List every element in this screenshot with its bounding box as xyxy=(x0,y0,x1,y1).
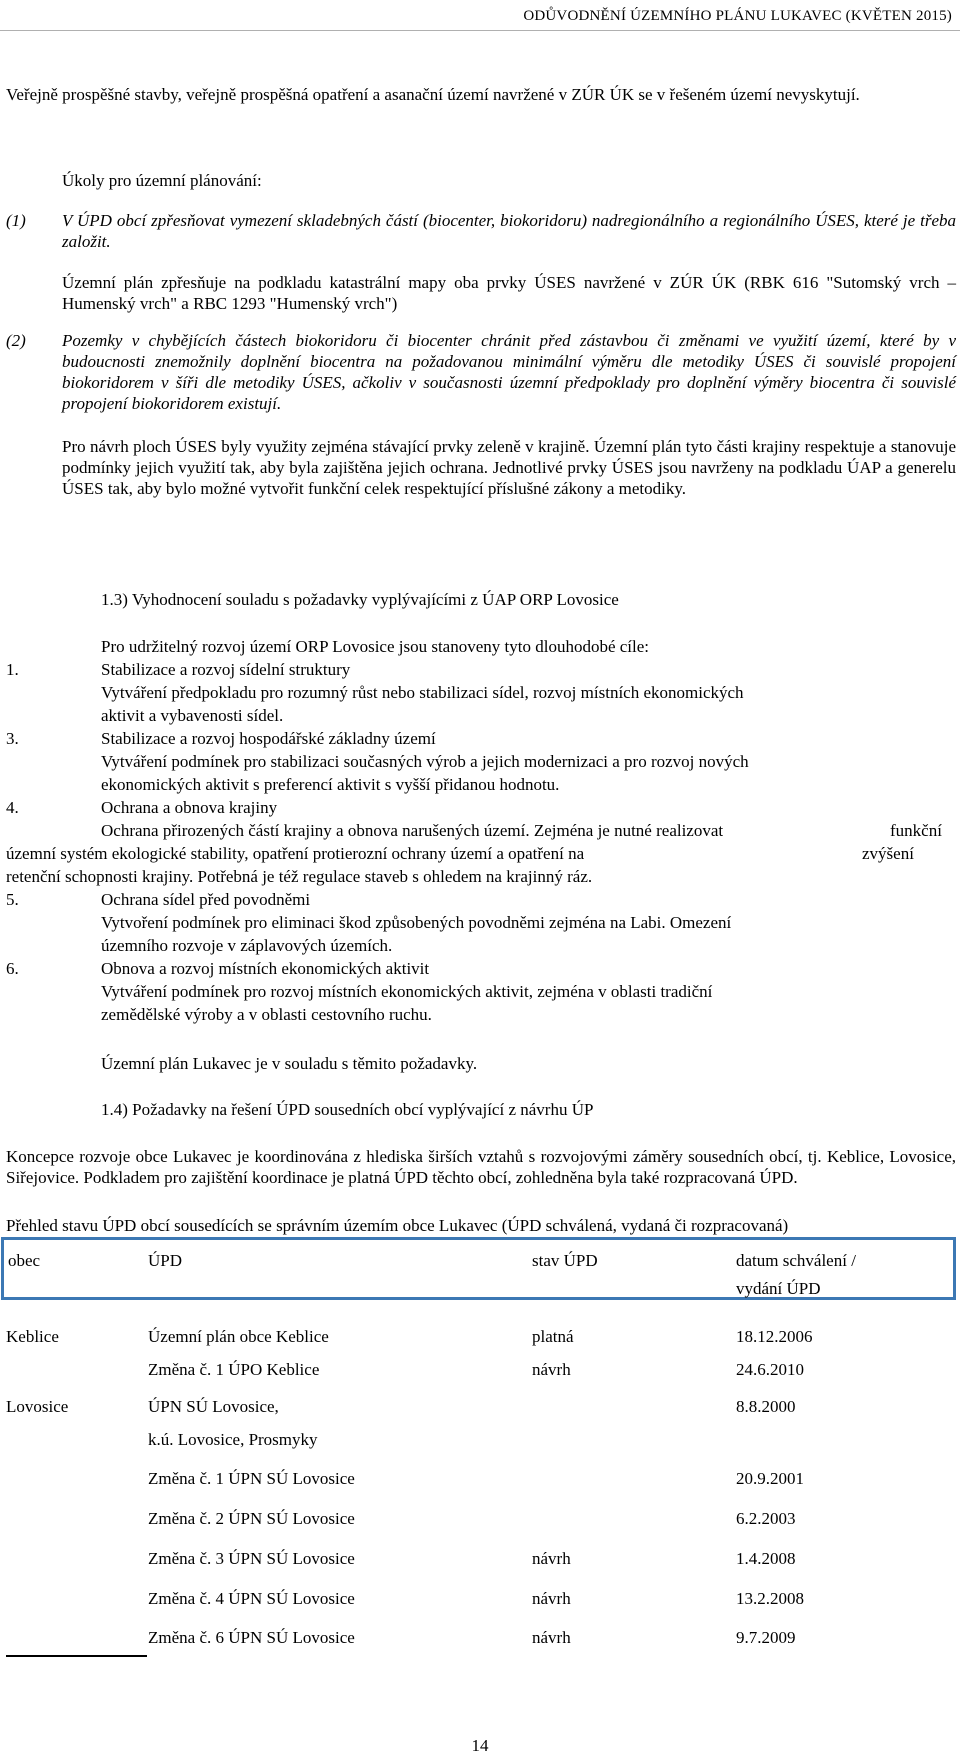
section-1-3-title: 1.3) Vyhodnocení souladu s požadavky vyplývajícími z ÚAP ORP Lovosice xyxy=(101,590,619,609)
goal-number: 6. xyxy=(6,959,19,978)
table-header-datum: datum schválení / xyxy=(736,1251,856,1270)
header-rule xyxy=(0,30,960,31)
table-cell-upd: Změna č. 3 ÚPN SÚ Lovosice xyxy=(148,1549,355,1568)
table-cell-obec: Keblice xyxy=(6,1327,59,1346)
task-1-number: (1) xyxy=(6,211,26,230)
table-cell-datum: 13.2.2008 xyxy=(736,1589,804,1608)
table-cell-upd-line2: k.ú. Lovosice, Prosmyky xyxy=(148,1430,318,1449)
table-cell-stav: návrh xyxy=(532,1589,571,1608)
table-cell-stav: návrh xyxy=(532,1360,571,1379)
table-header-datum-line2: vydání ÚPD xyxy=(736,1279,821,1298)
table-cell-upd: ÚPN SÚ Lovosice, xyxy=(148,1397,279,1416)
table-cell-obec: Lovosice xyxy=(6,1397,69,1416)
goal-title: Obnova a rozvoj místních ekonomických aktivit xyxy=(101,959,430,978)
table-footer-rule xyxy=(6,1655,147,1657)
tasks-heading: Úkoly pro územní plánování: xyxy=(62,171,262,190)
table-cell-stav: návrh xyxy=(532,1628,571,1647)
goal-text-line: zemědělské výroby a v oblasti cestovního ruchu. xyxy=(101,1005,432,1024)
section-1-4-paragraph: Koncepce rozvoje obce Lukavec je koordinována z hlediska širších vztahů s rozvojovými záměry sousedních obcí, tj. Keblice, Lovosice, Siřejovice. Podkladem pro zajištění koordinace je platná ÚPD těchto obcí, zohledněna byla také rozpracovaná ÚPD. xyxy=(6,1147,956,1187)
goal-number: 5. xyxy=(6,890,19,909)
section-1-3-lead: Pro udržitelný rozvoj území ORP Lovosice jsou stanoveny tyto dlouhodobé cíle: xyxy=(101,637,650,656)
table-header-stav: stav ÚPD xyxy=(532,1251,598,1270)
table-cell-upd: Územní plán obce Keblice xyxy=(148,1327,329,1346)
task-1-text: V ÚPD obcí zpřesňovat vymezení skladebných částí (biocenter, biokoridoru) nadregionálního a regionálního ÚSES, které je třeba založit. xyxy=(62,211,956,251)
table-cell-datum: 1.4.2008 xyxy=(736,1549,796,1568)
goal-text-line: Vytváření podmínek pro rozvoj místních ekonomických aktivit, zejména v oblasti tradiční xyxy=(101,982,713,1001)
table-cell-stav: platná xyxy=(532,1327,574,1346)
goal-title: Ochrana a obnova krajiny xyxy=(101,798,278,817)
goal-text-line: aktivit a vybavenosti sídel. xyxy=(101,706,284,725)
page-number: 14 xyxy=(471,1736,489,1755)
intro-paragraph: Veřejně prospěšné stavby, veřejně prospěšná opatření a asanační území navržené v ZÚR ÚK se v řešeném území nevyskytují. xyxy=(6,85,860,104)
goal-text-line: územní systém ekologické stability, opatření protierozní ochrany území a opatření na xyxy=(6,844,585,863)
table-cell-datum: 24.6.2010 xyxy=(736,1360,804,1379)
table-cell-datum: 9.7.2009 xyxy=(736,1628,796,1647)
table-cell-upd: Změna č. 6 ÚPN SÚ Lovosice xyxy=(148,1628,355,1647)
goal-title: Stabilizace a rozvoj hospodářské základny území xyxy=(101,729,436,748)
goal-text-line: retenční schopnosti krajiny. Potřebná je též regulace staveb s ohledem na krajinný ráz. xyxy=(6,867,593,886)
goal-title: Ochrana sídel před povodněmi xyxy=(101,890,311,909)
goal-text-line: ekonomických aktivit s preferencí aktivit s vyšší přidanou hodnotu. xyxy=(101,775,560,794)
table-caption: Přehled stavu ÚPD obcí sousedících se správním územím obce Lukavec (ÚPD schválená, vydaná či rozpracovaná) xyxy=(6,1216,789,1235)
section-1-4-title: 1.4) Požadavky na řešení ÚPD sousedních obcí vyplývající z návrhu ÚP xyxy=(101,1100,594,1119)
goal-text-line: Vytváření podmínek pro stabilizaci současných výrob a jejich modernizaci a pro rozvoj nových xyxy=(101,752,749,771)
goal-text-line: územního rozvoje v záplavových územích. xyxy=(101,936,393,955)
table-cell-upd: Změna č. 1 ÚPN SÚ Lovosice xyxy=(148,1469,355,1488)
goal-number: 1. xyxy=(6,660,19,679)
goal-text-line-end: zvýšení xyxy=(862,844,914,863)
table-cell-stav: návrh xyxy=(532,1549,571,1568)
goal-title: Stabilizace a rozvoj sídelní struktury xyxy=(101,660,351,679)
table-cell-datum: 18.12.2006 xyxy=(736,1327,813,1346)
goal-text-line: Vytváření předpokladu pro rozumný růst nebo stabilizaci sídel, rozvoj místních ekonomických xyxy=(101,683,744,702)
goal-number: 4. xyxy=(6,798,19,817)
task-2-number: (2) xyxy=(6,331,26,350)
running-header: ODŮVODNĚNÍ ÚZEMNÍHO PLÁNU LUKAVEC (KVĚTEN 2015) xyxy=(523,8,952,24)
table-cell-upd: Změna č. 4 ÚPN SÚ Lovosice xyxy=(148,1589,355,1608)
table-cell-upd: Změna č. 1 ÚPO Keblice xyxy=(148,1360,320,1379)
goal-text-line: Vytvoření podmínek pro eliminaci škod způsobených povodněmi zejména na Labi. Omezení xyxy=(101,913,732,932)
task-2-text: Pozemky v chybějících částech biokoridoru či biocenter chránit před zástavbou či změnami ve využití území, které by v budoucnosti znemožnily doplnění biocentra na požadovanou minimální výměru dle metodiky ÚSES či souvislé propojení biokoridorem v šíři dle metodiky ÚSES, ačkoliv v současnosti územní předpoklady pro doplnění výměry biocentra či souvislé propojení biokoridorem existují. xyxy=(62,331,956,413)
task-1-response: Územní plán zpřesňuje na podkladu katastrální mapy oba prvky ÚSES navržené v ZÚR ÚK (RBK 616 "Sutomský vrch – Humenský vrch" a RBC 1293 "Humenský vrch") xyxy=(62,273,956,313)
goal-number: 3. xyxy=(6,729,19,748)
section-1-3-conclusion: Územní plán Lukavec je v souladu s těmito požadavky. xyxy=(101,1054,478,1073)
table-cell-datum: 6.2.2003 xyxy=(736,1509,796,1528)
table-cell-upd: Změna č. 2 ÚPN SÚ Lovosice xyxy=(148,1509,355,1528)
task-2-response: Pro návrh ploch ÚSES byly využity zejména stávající prvky zeleně v krajině. Územní plán tyto části krajiny respektuje a stanovuje podmínky jejich využití tak, aby byla zajištěna jejich ochrana. Jednotlivé prvky ÚSES jsou navrženy na podkladu ÚAP a generelu ÚSES tak, aby bylo možné vytvořit funkční celek respektující příslušné zákony a metodiky. xyxy=(62,437,956,498)
goal-text-line-end: funkční xyxy=(890,821,942,840)
table-header-obec: obec xyxy=(8,1251,41,1270)
table-cell-datum: 20.9.2001 xyxy=(736,1469,804,1488)
goal-text-line: Ochrana přirozených částí krajiny a obnova narušených území. Zejména je nutné realizovat xyxy=(101,821,724,840)
table-cell-datum: 8.8.2000 xyxy=(736,1397,796,1416)
table-header-upd: ÚPD xyxy=(148,1251,183,1270)
